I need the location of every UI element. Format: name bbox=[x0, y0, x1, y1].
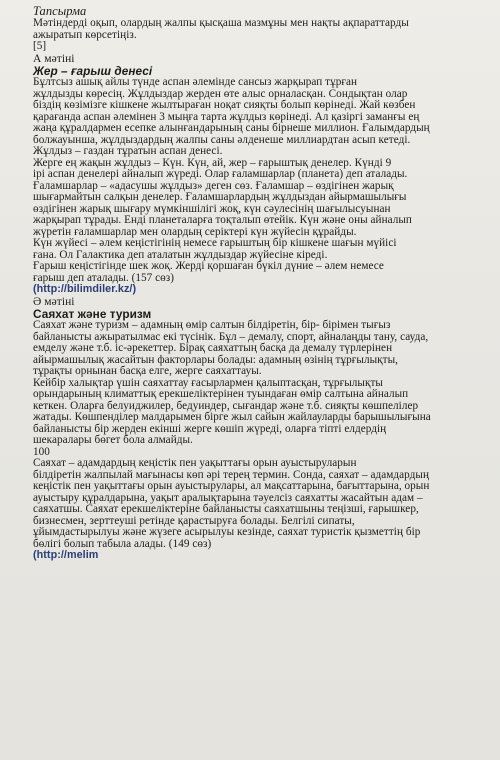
text-a-line: Ғарыш кеңістігінде шек жоқ. Жерді қоршаған бүкіл дүние – әлем немесе bbox=[33, 260, 384, 272]
text-b-line: байланысты бір жерден екінші жерге көшіп жүреді, оларға тіпті елдердің bbox=[33, 422, 387, 435]
text-b-line: Саяхат және туризм – адамның өмір салтын білдіретін, бір- бірімен тығыз bbox=[33, 319, 391, 331]
text-a-line: ғана. Ол Галактика деп аталатын жұлдыздар жүйесіне кіреді. bbox=[33, 248, 328, 261]
text-b-body-part2 bbox=[33, 458, 481, 550]
text-a-line: жарқырап тұрады. Енді планеталарға тоқталып өтейік. Күн және оны айналып bbox=[33, 214, 412, 226]
text-b-line: ұйымдастырылуы және жүзеге асырылуы кезінде, саяхат туристік қызметтің бір bbox=[33, 526, 421, 538]
text-b-line: Саяхат – адамдардың кеңістік пен уақыттағы орын ауыстыруларын bbox=[33, 457, 357, 469]
text-a-line: ірі аспан денелері айналып жүреді. Олар ғаламшарлар (планета) деп аталады. bbox=[33, 168, 408, 180]
text-b-line: жатады. Көшпенділер малдарымен бірге жыл сайын жайлауларды барышылығына bbox=[33, 411, 431, 423]
text-b-body-part1 bbox=[33, 320, 481, 447]
text-a-source-link[interactable]: (http://bilimdiler.kz/) bbox=[33, 283, 137, 295]
text-b-title: Саяхат және туризм bbox=[33, 306, 152, 321]
text-a-line: ғарыш деп аталады. (157 сөз) bbox=[33, 271, 175, 284]
points-label: [5] bbox=[33, 40, 47, 52]
text-a-line: жаңа құралдармен есепке алынғандарының саны бірнеше миллион. Ғалымдардың bbox=[33, 122, 430, 134]
text-b-line: білдіретін жалпылай мағынасы көп әрі терең термин. Сонда, саяхат – адамдардың bbox=[33, 468, 430, 481]
text-a-line: өздігінен жарық шығару мүмкіншілігі жоқ, күн сәулесінің шағылысуынан bbox=[33, 202, 391, 215]
text-b-line: Кейбір халықтар үшін саяхаттау ғасырлармен қалыптасқан, тұрғылықты bbox=[33, 376, 383, 389]
text-b-source-link[interactable]: (http://melim bbox=[33, 549, 99, 561]
text-a-line: Жұлдыз – газдан тұратын аспан денесі. bbox=[33, 145, 223, 157]
text-a-title: Жер – ғарыш денесі bbox=[33, 63, 153, 78]
text-b-line: байланысты ажыратылмас екі түсінік. Бұл – демалу, спорт, айналаңды тану, сауда, bbox=[33, 330, 429, 343]
task-instruction bbox=[33, 18, 481, 41]
instruction-line: ажыратып көрсетіңіз. bbox=[33, 28, 137, 41]
text-a-line: Ғаламшарлар – «адасушы жұлдыз» деген сөз. Ғаламшар – өздігінен жарық bbox=[33, 179, 394, 192]
text-b-line: емделу және т.б. іс-әрекеттер. Бірақ саяхаттың басқа да демалу түрлерінен bbox=[33, 342, 393, 354]
text-a-line: Бұлтсыз ашық айлы түнде аспан әлемінде сансыз жарқырап тұрған bbox=[33, 76, 358, 88]
text-a-line: Күн жүйесі – әлем кеңістігінің немесе ғарыштың бір кішкене шағын мүйісі bbox=[33, 237, 397, 249]
text-b-line: саяхатшы. Саяхат ерекшеліктеріне байланысты саяхатшыны теңізші, ғарышкер, bbox=[33, 503, 419, 515]
text-a-line: жүретін ғаламшарлар мен олардың серіктері күн жүйесін құрайды. bbox=[33, 225, 357, 238]
instruction-line: Мәтіндерді оқып, олардың жалпы қысқаша мазмұны мен нақты ақпараттарды bbox=[33, 17, 409, 29]
text-b-line: ауыстыру құралдарына, уақыт аралықтарына тәуелсіз саяхатты жасайтын адам – bbox=[33, 491, 423, 504]
text-b-line: бөлігі болып табыла алады. (149 сөз) bbox=[33, 537, 212, 550]
text-b-line: шекаралары бөгет бола алмайды. bbox=[33, 434, 193, 446]
text-b-line: кеңістік пен уақыттағы орын ауыстырулары, ал мақсаттарына, бағыттарына, орын bbox=[33, 480, 430, 492]
text-a-line: Жерге ең жақын жұлдыз – Күн. Күн, ай, жер – ғарыштық денелер. Күнді 9 bbox=[33, 156, 392, 169]
text-a-line: біздің көзімізге кішкене жылтыраған ноқат сияқты болып көрінеді. Жай көзбен bbox=[33, 99, 416, 111]
text-a-line: шығармайтын салқын денелер. Ғаламшарлардың жұлдыздан айырмашылығы bbox=[33, 191, 407, 203]
text-a-line: болжауынша, жұлдыздардың жалпы саны әлденеше миллиардтан асып кетеді. bbox=[33, 133, 411, 146]
document-content bbox=[33, 4, 481, 562]
text-b-line: тұрақты орнынан басқа елге, жерге саяхаттауы. bbox=[33, 365, 262, 377]
text-a-line: жұлдызды көресің. Жұлдыздар жерден өте алыс орналасқан. Сондықтан олар bbox=[33, 87, 408, 100]
text-b-line: айырмашылық жасайтын факторлары болады: адамның өзінің тұрғылықты, bbox=[33, 353, 399, 366]
text-a-line: қарағанда аспан әлемінен 3 мыңға тарта жұлдыз көрінеді. Ал қазіргі заманғы ең bbox=[33, 110, 420, 123]
text-b-line: бизнесмен, зерттеуші ретінде қарастыруға болады. Белгілі сипаты, bbox=[33, 514, 355, 527]
text-b-line: орындарының климаттық ерекшеліктерінен туындаған өмір салтына айналып bbox=[33, 388, 409, 400]
text-b-line: кеткен. Оларға белуиджилер, бедуиндер, сығандар және т.б. сияқты көшпелілер bbox=[33, 399, 419, 412]
text-b-label: Ә мәтіні bbox=[33, 295, 75, 308]
task-title: Тапсырма bbox=[33, 4, 87, 18]
text-a-body bbox=[33, 77, 481, 284]
page-number: 100 bbox=[33, 445, 50, 458]
text-a-label: А мәтіні bbox=[33, 52, 75, 65]
